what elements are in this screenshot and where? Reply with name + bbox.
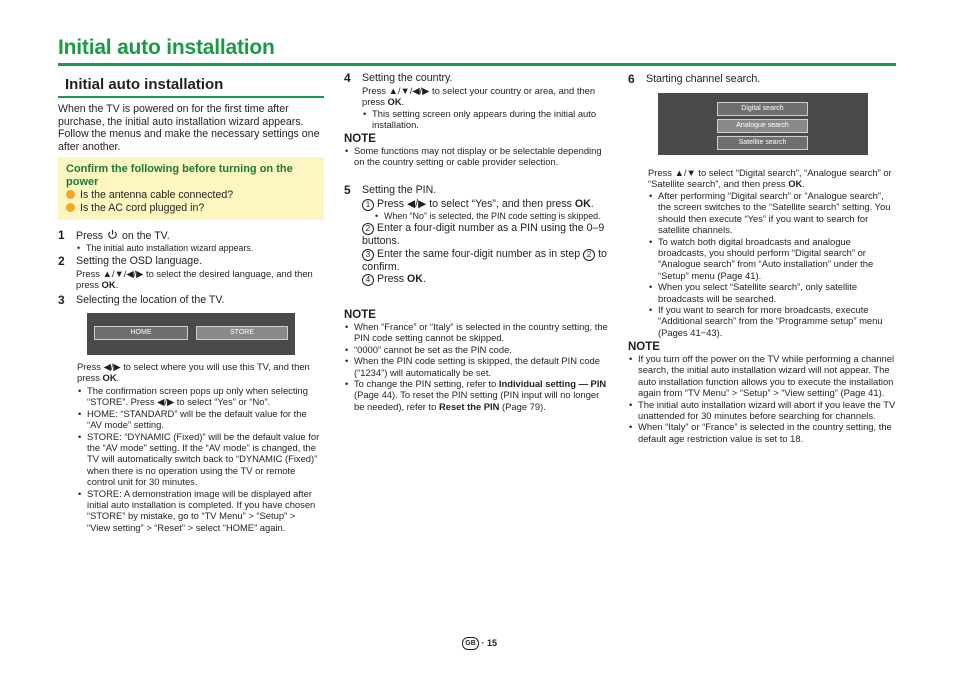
- step-4: 4 Setting the country. Press ▲/▼/◀/▶ to select your country or area, and then press OK. • This setting screen only appears during the initial auto installation.: [344, 71, 610, 131]
- step-5: 5 Setting the PIN. 1 Press ◀/▶ to select “Yes”, and then press OK. • When “No” is selected, the PIN code setting is skipped. 2 Enter a four-digit number as a PIN using the 0–9 buttons. 3 Enter the same four-digit number as in step 2 to confirm. 4 Press OK.: [344, 183, 610, 286]
- gb-badge-icon: GB: [462, 637, 479, 650]
- list-item: • HOME: “STANDARD” will be the default value for the “AV mode” setting.: [77, 408, 320, 431]
- list-item: • “0000” cannot be set as the PIN code.: [344, 344, 610, 355]
- search-bullets: [648, 190, 894, 338]
- list-item: • Some functions may not display or be selectable depending on the country setting or cable provider selection.: [344, 145, 610, 168]
- home-option[interactable]: HOME: [94, 326, 188, 340]
- confirm-title: Confirm the following before turning on the power: [66, 163, 293, 188]
- list-item: • After performing “Digital search” or “Analogue search”, the screen switches to the “Satellite search” setting. You should then execute “Yes” if you want to search for satellite channels.: [648, 190, 894, 236]
- power-icon: [107, 229, 118, 240]
- location-screen: [87, 313, 295, 355]
- list-item: • If you want to search for more broadcasts, execute “Additional search” from the “Programme setup” menu (Pages 41−43).: [648, 304, 894, 338]
- list-item: • The initial auto installation wizard appears.: [76, 243, 326, 254]
- list-item: • To change the PIN setting, refer to Individual setting — PIN (Page 44). To reset the PIN setting (PIN input will no longer be needed), refer to Reset the PIN (Page 79).: [344, 378, 610, 412]
- list-item: • When “No” is selected, the PIN code setting is skipped.: [374, 211, 610, 222]
- search-instruction: Press ▲/▼ to select “Digital search”, “Analogue search” or “Satellite search”, and then press OK.: [648, 167, 892, 190]
- note-2: [344, 309, 610, 412]
- page-title: Initial auto installation: [58, 36, 275, 59]
- location-instruction: Press ◀/▶ to select where you will use this TV, and then press OK.: [77, 361, 310, 384]
- section-rule: [58, 96, 324, 98]
- step-6: 6 Starting channel search.: [628, 72, 761, 86]
- satellite-search-option[interactable]: Satellite search: [717, 136, 808, 150]
- list-item: • The initial auto installation wizard will abort if you leave the TV unattended for 30 minutes before searching for channels.: [628, 399, 896, 422]
- page-number: GB · 15: [462, 637, 497, 650]
- step-3: 3 Selecting the location of the TV.: [58, 293, 225, 307]
- location-bullets: [77, 385, 320, 533]
- store-option[interactable]: STORE: [196, 326, 288, 340]
- note-3: [628, 341, 896, 444]
- step-2: 2 Setting the OSD language. Press ▲/▼/◀/▶ to select the desired language, and then press OK.: [58, 254, 313, 291]
- bullet-dot-icon: [66, 190, 75, 199]
- note-label: NOTE: [628, 341, 660, 353]
- digital-search-option[interactable]: Digital search: [717, 102, 808, 116]
- list-item: • If you turn off the power on the TV while performing a channel search, the initial auto installation wizard will not appear. The auto installation function allows you to execute the installation again from “TV Menu” > “Setup” > “View setting” (Page 41).: [628, 353, 896, 399]
- note-1: [344, 133, 610, 168]
- list-item: • STORE: “DYNAMIC (Fixed)” will be the default value for the “AV mode” setting. If the “AV mode” is changed, the TV will automatically switch back to “DYNAMIC (Fixed)” when there is no operation using the TV or remote control unit for 30 minutes.: [77, 431, 320, 488]
- confirm-box: [58, 157, 324, 220]
- channel-search-screen: [658, 93, 868, 155]
- confirm-item: Is the AC cord plugged in?: [66, 202, 316, 215]
- note-label: NOTE: [344, 309, 376, 321]
- list-item: • When “France” or “Italy” is selected in the country setting, the PIN code setting cannot be skipped.: [344, 321, 610, 344]
- list-item: • The confirmation screen pops up only when selecting “STORE”. Press ◀/▶ to select “Yes” or “No”.: [77, 385, 320, 408]
- analogue-search-option[interactable]: Analogue search: [717, 119, 808, 133]
- step-1: 1 Press on the TV. • The initial auto installation wizard appears.: [58, 228, 326, 254]
- pin-substep-2: 2 Enter a four-digit number as a PIN using the 0–9 buttons.: [362, 222, 605, 248]
- pin-substep-4: 4 Press OK.: [362, 273, 610, 286]
- list-item: • When you select “Satellite search”, only satellite broadcasts will be searched.: [648, 281, 894, 304]
- list-item: • This setting screen only appears during the initial auto installation.: [362, 108, 610, 131]
- intro-text: When the TV is powered on for the first time after purchase, the initial auto installation wizard appears. Follow the menus and make the necessary settings one after another.: [58, 103, 320, 153]
- pin-substep-3: 3 Enter the same four-digit number as in step 2 to confirm.: [362, 247, 607, 273]
- list-item: • When the PIN code setting is skipped, the default PIN code (“1234”) will automatically be set.: [344, 355, 610, 378]
- list-item: • To watch both digital broadcasts and analogue broadcasts, you should perform “Digital search” or “Analogue search” from “Auto installation” under the “Setup” menu (Page 41).: [648, 236, 894, 282]
- list-item: • STORE: A demonstration image will be displayed after initial auto installation is completed. If you have chosen “STORE” by mistake, go to “TV Menu” > “Setup” > “View setting” > “Reset” > select “HOME” again.: [77, 488, 320, 534]
- title-rule: [58, 63, 896, 66]
- section-title: Initial auto installation: [65, 76, 224, 93]
- confirm-item: Is the antenna cable connected?: [66, 189, 316, 202]
- note-label: NOTE: [344, 133, 376, 145]
- pin-substep-1: 1 Press ◀/▶ to select “Yes”, and then press OK.: [362, 198, 610, 211]
- list-item: • When “Italy” or “France” is selected in the country setting, the default age restriction value is set to 18.: [628, 421, 896, 444]
- bullet-dot-icon: [66, 203, 75, 212]
